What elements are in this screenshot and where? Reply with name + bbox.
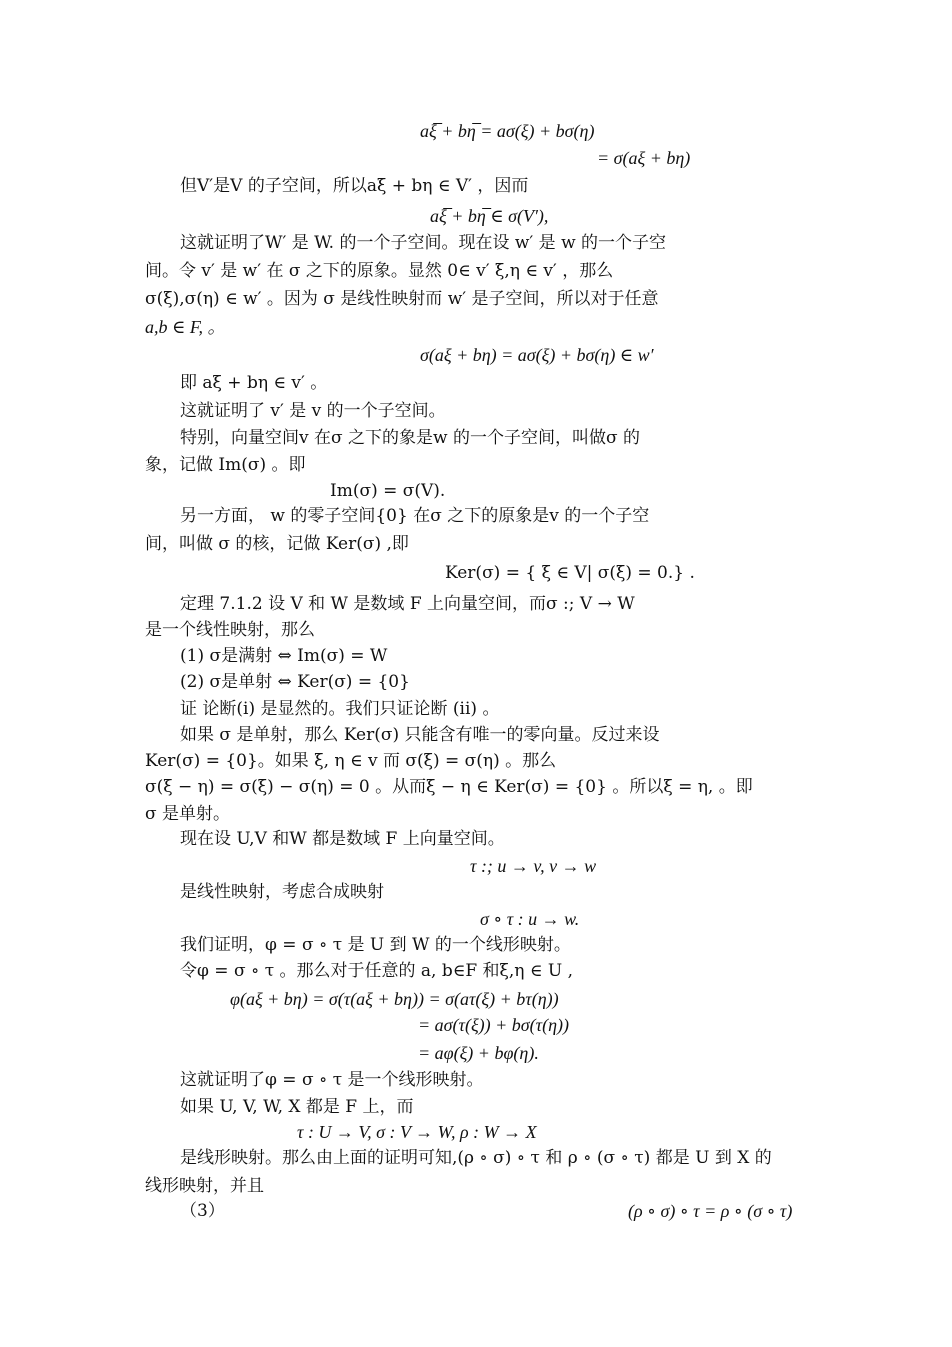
formula-line: Ker(σ) = { ξ ∈ V| σ(ξ) = 0.} . [445,563,695,583]
formula-line: (ρ ∘ σ) ∘ τ = ρ ∘ (σ ∘ τ) [628,1201,793,1221]
list-item: (2) σ是单射 ⇔ Ker(σ) = {0} [180,672,410,692]
text-line: Ker(σ) = {0}。如果 ξ, η ∈ v 而 σ(ξ) = σ(η) 。那么 [145,751,557,771]
text-line: 间。令 v′ 是 w′ 在 σ 之下的原象。显然 0∈ v′ ξ,η ∈ v′ ，那么 [145,261,614,281]
text-line: 这就证明了 v′ 是 v 的一个子空间。 [180,401,446,421]
text-line: σ(ξ),σ(η) ∈ w′ 。因为 σ 是线性映射而 w′ 是子空间，所以对于任意 [145,289,659,309]
text-line: σ(ξ − η) = σ(ξ) − σ(η) = 0 。从而ξ − η ∈ Ker(σ) = {0} 。所以ξ = η, 。即 [145,777,753,797]
text-line: 象，记做 Im(σ) 。即 [145,455,306,475]
formula-line: = σ(aξ + bη) [597,148,691,168]
text-line: σ 是单射。 [145,804,231,824]
text-line: 是线性映射，考虑合成映射 [180,882,384,902]
text-line: 是线形映射。那么由上面的证明可知,(ρ ∘ σ) ∘ τ 和 ρ ∘ (σ ∘ τ) 都是 U 到 X 的 [180,1148,772,1168]
formula-line: τ : U → V, σ : V → W, ρ : W → X [297,1122,537,1142]
text-line: 间，叫做 σ 的核，记做 Ker(σ) ,即 [145,534,409,554]
formula-line: a,b ∈ F, 。 [145,317,226,337]
text-line: 特别，向量空间v 在σ 之下的象是w 的一个子空间，叫做σ 的 [180,428,640,448]
equation-number: （3） [180,1201,225,1221]
text-line: 现在设 U,V 和W 都是数域 F 上向量空间。 [180,829,505,849]
text-line: 如果 U, V, W, X 都是 F 上，而 [180,1097,414,1117]
text-line: 我们证明，φ = σ ∘ τ 是 U 到 W 的一个线形映射。 [180,935,571,955]
text-line: 是一个线性映射，那么 [145,620,315,640]
text-line: 线形映射，并且 [145,1176,264,1196]
formula-line: Im(σ) = σ(V). [330,481,446,501]
text-line: 另一方面， w 的零子空间{0} 在σ 之下的原象是v 的一个子空 [180,506,650,526]
proof-line: 证 论断(i) 是显然的。我们只证论断 (ii) 。 [180,699,500,719]
text-line: 令φ = σ ∘ τ 。那么对于任意的 a, b∈F 和ξ,η ∈ U , [180,961,573,981]
text-line: 这就证明了φ = σ ∘ τ 是一个线形映射。 [180,1070,484,1090]
text-line: 即 aξ + bη ∈ v′ 。 [180,373,328,393]
formula-line: aξ̅ + bη̅ = aσ(ξ) + bσ(η) [420,121,595,141]
formula-line: aξ̅ + bη̅ ∈ σ(V′), [430,206,549,226]
formula-line: σ ∘ τ : u → w. [480,909,580,929]
formula-line: τ :; u → v, v → w [470,856,597,876]
theorem-line: 定理 7.1.2 设 V 和 W 是数域 F 上向量空间，而σ :; V → W [180,594,635,614]
formula-line: = aσ(τ(ξ)) + bσ(τ(η)) [418,1015,570,1035]
formula-line: φ(aξ + bη) = σ(τ(aξ + bη)) = σ(aτ(ξ) + bτ(η)) [230,989,559,1009]
text-line: 但V′是V 的子空间，所以aξ + bη ∈ V′ ，因而 [180,176,529,196]
formula-line: σ(aξ + bη) = aσ(ξ) + bσ(η) ∈ w′ [420,345,654,365]
text-line: 如果 σ 是单射，那么 Ker(σ) 只能含有唯一的零向量。反过来设 [180,725,660,745]
formula-line: = aφ(ξ) + bφ(η). [418,1043,539,1063]
list-item: (1) σ是满射 ⇔ Im(σ) = W [180,646,388,666]
text-line: 这就证明了W′ 是 W. 的一个子空间。现在设 w′ 是 w 的一个子空 [180,233,667,253]
